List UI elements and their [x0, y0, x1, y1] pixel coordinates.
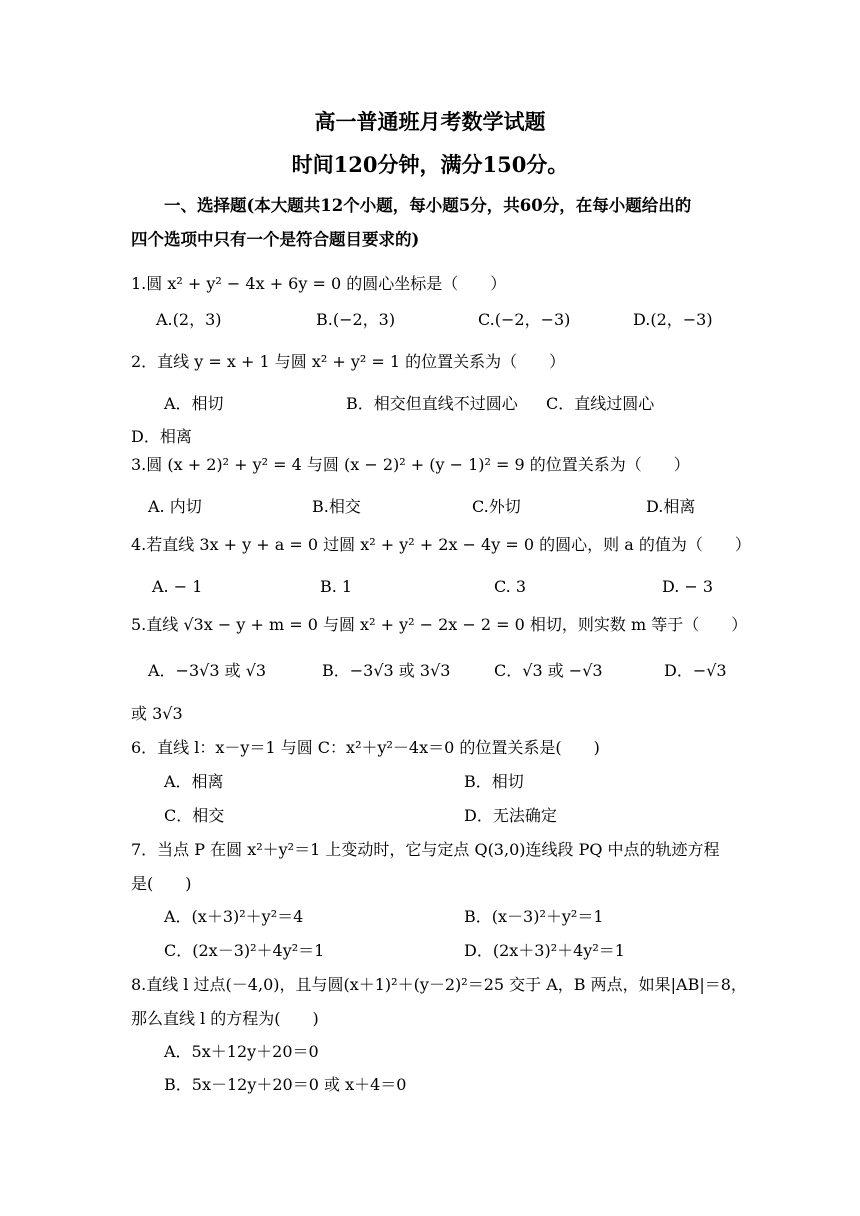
- question-6-option-a: A．相离: [164, 772, 224, 791]
- question-7-option-c: C．(2x－3)²＋4y²＝1: [164, 941, 325, 960]
- question-7-stem-line1: 7．当点 P 在圆 x²＋y²＝1 上变动时，它与定点 Q(3,0)连线段 PQ 中点的轨迹方程: [131, 840, 720, 859]
- question-2-stem: 2．直线 y = x + 1 与圆 x² + y² = 1 的位置关系为（ ）: [131, 352, 566, 371]
- question-1-option-b: B.(−2，3): [316, 310, 396, 329]
- question-5-option-d-continued: 或 3√3: [131, 704, 183, 723]
- question-1-option-a: A.(2，3): [156, 310, 222, 329]
- question-4-option-b: B. 1: [320, 577, 353, 596]
- question-1-stem: 1.圆 x² + y² − 4x + 6y = 0 的圆心坐标是（ ）: [131, 274, 507, 293]
- question-6-option-c: C．相交: [164, 806, 225, 825]
- question-1-option-d: D.(2，−3): [633, 310, 713, 329]
- question-5-option-c: C．√3 或 −√3: [494, 661, 603, 680]
- question-4-stem: 4.若直线 3x + y + a = 0 过圆 x² + y² + 2x − 4y = 0 的圆心，则 a 的值为（ ）: [131, 535, 751, 554]
- question-2-option-a: A．相切: [164, 394, 224, 413]
- question-6-stem: 6．直线 l：x－y＝1 与圆 C：x²＋y²－4x＝0 的位置关系是( ): [131, 738, 600, 757]
- question-3-stem: 3.圆 (x + 2)² + y² = 4 与圆 (x − 2)² + (y − 1)² = 9 的位置关系为（ ）: [131, 455, 690, 474]
- question-3-option-a: A. 内切: [148, 497, 202, 516]
- question-4-option-d: D. − 3: [662, 577, 714, 596]
- question-3-option-b: B.相交: [312, 497, 361, 516]
- question-5-stem: 5.直线 √3x − y + m = 0 与圆 x² + y² − 2x − 2 = 0 相切，则实数 m 等于（ ）: [131, 615, 748, 634]
- question-8-stem-line1: 8.直线 l 过点(－4,0)，且与圆(x＋1)²＋(y－2)²＝25 交于 A，B 两点，如果|AB|＝8，: [131, 975, 747, 994]
- exam-subtitle: 时间120分钟，满分150分。: [291, 152, 569, 177]
- question-5-option-d: D．−√3: [664, 661, 727, 680]
- section-heading-line1: 一、选择题(本大题共12个小题，每小题5分，共60分，在每小题给出的: [164, 196, 692, 215]
- question-7-option-b: B．(x－3)²＋y²＝1: [464, 907, 604, 926]
- question-5-option-a: A．−3√3 或 √3: [148, 661, 267, 680]
- exam-title: 高一普通班月考数学试题: [314, 109, 546, 134]
- question-1-option-c: C.(−2，−3): [478, 310, 571, 329]
- question-5-option-b: B．−3√3 或 3√3: [322, 661, 451, 680]
- question-2-option-b: B．相交但直线不过圆心: [346, 394, 518, 413]
- question-4-option-c: C. 3: [494, 577, 527, 596]
- question-7-option-a: A．(x＋3)²＋y²＝4: [164, 907, 304, 926]
- question-6-option-d: D．无法确定: [464, 806, 557, 825]
- question-8-stem-line2: 那么直线 l 的方程为( ): [131, 1009, 319, 1028]
- section-heading-line2: 四个选项中只有一个是符合题目要求的): [131, 230, 420, 249]
- question-4-option-a: A. − 1: [152, 577, 203, 596]
- question-2-option-d: D．相离: [131, 427, 192, 446]
- question-2-option-c: C．直线过圆心: [546, 394, 655, 413]
- question-3-option-d: D.相离: [646, 497, 696, 516]
- question-8-option-a: A．5x＋12y＋20＝0: [164, 1042, 319, 1061]
- question-6-option-b: B．相切: [464, 772, 524, 791]
- question-3-option-c: C.外切: [472, 497, 521, 516]
- question-7-option-d: D．(2x＋3)²＋4y²＝1: [464, 941, 625, 960]
- question-7-stem-line2: 是( ): [131, 874, 192, 893]
- question-8-option-b: B．5x－12y＋20＝0 或 x＋4＝0: [164, 1075, 407, 1094]
